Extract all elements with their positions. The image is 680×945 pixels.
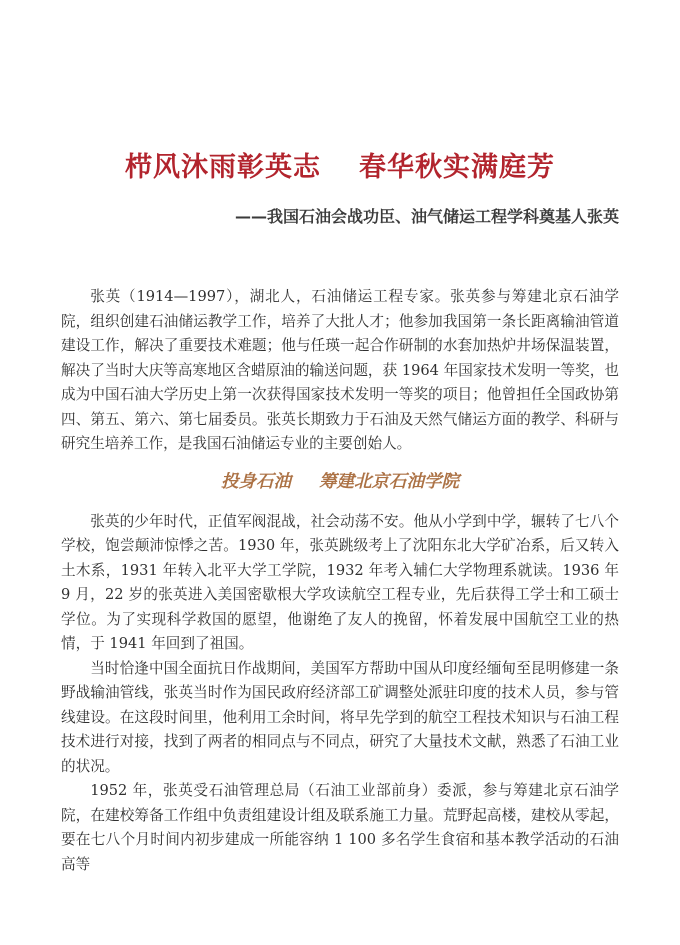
section-heading-part-2: 筹建北京石油学院 xyxy=(319,471,459,492)
page-title-part-2: 春华秋实满庭芳 xyxy=(359,152,555,183)
page-title xyxy=(61,0,619,186)
body-paragraph-1: 张英（1914—1997），湖北人，石油储运工程专家。张英参与筹建北京石油学院，组织创建石油储运教学工作，培养了大批人才；他参加我国第一条长距离输油管道建设工作，解决了重要技术难题；他与任瑛一起合作研制的水套加热炉井场保温装置，解决了当时大庆等高寒地区含蜡原油的输送问题，获 1964 年国家技术发明一等奖，也成为中国石油大学历史上第一次获得国家技术发明一等奖的项目；他曾担任全国政协第四、第五、第六、第七届委员。张英长期致力于石油及天然气储运方面的教学、科研与研究生培养工作，是我国石油储运专业的主要创始人。 xyxy=(61,288,619,452)
body-text-block xyxy=(61,285,619,877)
section-heading xyxy=(61,470,619,495)
body-paragraph-2: 张英的少年时代，正值军阀混战，社会动荡不安。他从小学到中学，辗转了七八个学校，饱尝颠沛惊悸之苦。1930 年，张英跳级考上了沈阳东北大学矿冶系，后又转入土木系，1931 年转入北平大学工学院，1932 年考入辅仁大学物理系就读。1936 年 9 月，22 岁的张英进入美国密歇根大学攻读航空工程专业，先后获得工学士和工硕士学位。为了实现科学救国的愿望，他谢绝了友人的挽留，怀着发展中国航空工业的热情，于 1941 年回到了祖国。 xyxy=(61,512,619,652)
page-subtitle: ——我国石油会战功臣、油气储运工程学科奠基人张英 xyxy=(234,207,619,226)
section-heading-part-1: 投身石油 xyxy=(221,471,291,492)
page-title-part-1: 栉风沐雨彰英志 xyxy=(125,152,321,183)
body-paragraph-3: 当时恰逢中国全面抗日作战期间，美国军方帮助中国从印度经缅甸至昆明修建一条野战输油管线，张英当时作为国民政府经济部工矿调整处派驻印度的技术人员，参与管线建设。在这段时间里，他利用工余时间，将早先学到的航空工程技术知识与石油工程技术进行对接，找到了两者的相同点与不同点，研究了大量技术文献，熟悉了石油工业的状况。 xyxy=(61,659,619,775)
body-paragraph-4: 1952 年，张英受石油管理总局（石油工业部前身）委派，参与筹建北京石油学院，在建校筹备工作组中负责组建设计组及联系施工力量。荒野起高楼，建校从零起，要在七八个月时间内初步建成一所能容纳 1 100 多名学生食宿和基本教学活动的石油高等 xyxy=(61,782,619,873)
